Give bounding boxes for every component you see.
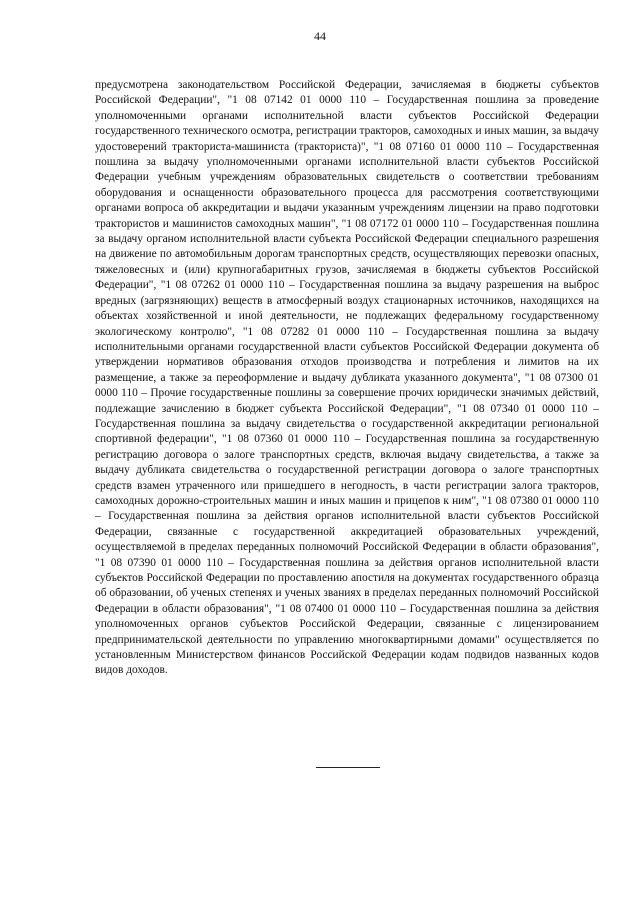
end-rule [316, 767, 380, 768]
body-paragraph: предусмотрена законодательством Российской Федерации, зачисляемая в бюджеты субъектов Российской Федерации", "1 08 07142 01 0000 110 – Государственная пошлина за проведение уполномоченными органами исполнительной власти субъектов Российской Федерации государственного технического осмотра, регистрации тракторов, самоходных и иных машин, за выдачу удостоверений тракториста-машиниста (тракториста)", "1 08 07160 01 0000 110 – Государственная пошлина за выдачу уполномоченными органами исполнительной власти субъектов Российской Федерации учебным учреждениям образовательных свидетельств о соответствии требованиям оборудования и оснащенности образовательного процесса для рассмотрения соответствующими органами вопроса об аккредитации и выдачи указанным учреждениям лицензии на право подготовки трактористов и машинистов самоходных машин", "1 08 07172 01 0000 110 – Государственная пошлина за выдачу органом исполнительной власти субъекта Российской Федерации специального разрешения на движение по автомобильным дорогам транспортных средств, осуществляющих перевозки опасных, тяжеловесных и (или) крупногабаритных грузов, зачисляемая в бюджеты субъектов Российской Федерации", "1 08 07262 01 0000 110 – Государственная пошлина за выдачу разрешения на выброс вредных (загрязняющих) веществ в атмосферный воздух стационарных источников, находящихся на объектах хозяйственной и иной деятельности, не подлежащих федеральному государственному экологическому контролю", "1 08 07282 01 0000 110 – Государственная пошлина за выдачу исполнительными органами государственной власти субъектов Российской Федерации документа об утверждении нормативов образования отходов производства и потребления и лимитов на их размещение, а также за переоформление и выдачу дубликата указанного документа", "1 08 07300 01 0000 110 – Прочие государственные пошлины за совершение прочих юридически значимых действий, подлежащие зачислению в бюджет субъекта Российской Федерации", "1 08 07340 01 0000 110 – Государственная пошлина за выдачу свидетельства о государственной аккредитации региональной спортивной федерации", "1 08 07360 01 0000 110 – Государственная пошлина за государственную регистрацию договора о залоге транспортных средств, включая выдачу свидетельства, а также за выдачу дубликата свидетельства о государственной регистрации договора о залоге транспортных средств взамен утраченного или пришедшего в негодность, в части регистрации залога тракторов, самоходных дорожно-строительных машин и иных машин и прицепов к ним", "1 08 07380 01 0000 110 – Государственная пошлина за действия органов исполнительной власти субъектов Российской Федерации, связанные с государственной аккредитацией образовательных учреждений, осуществляемой в пределах переданных полномочий Российской Федерации в области образования", "1 08 07390 01 0000 110 – Государственная пошлина за действия органов исполнительной власти субъектов Российской Федерации по проставлению апостиля на документах государственного образца об образовании, об ученых степенях и ученых званиях в пределах переданных полномочий Российской Федерации в области образования", "1 08 07400 01 0000 110 – Государственная пошлина за действия уполномоченных органов субъектов Российской Федерации, связанные с лицензированием предпринимательской деятельности по управлению многоквартирными домами" осуществляется по установленным Министерством финансов Российской Федерации кодам подвидов названных кодов видов доходов. [95, 79, 599, 677]
page-number: 44 [314, 29, 326, 43]
